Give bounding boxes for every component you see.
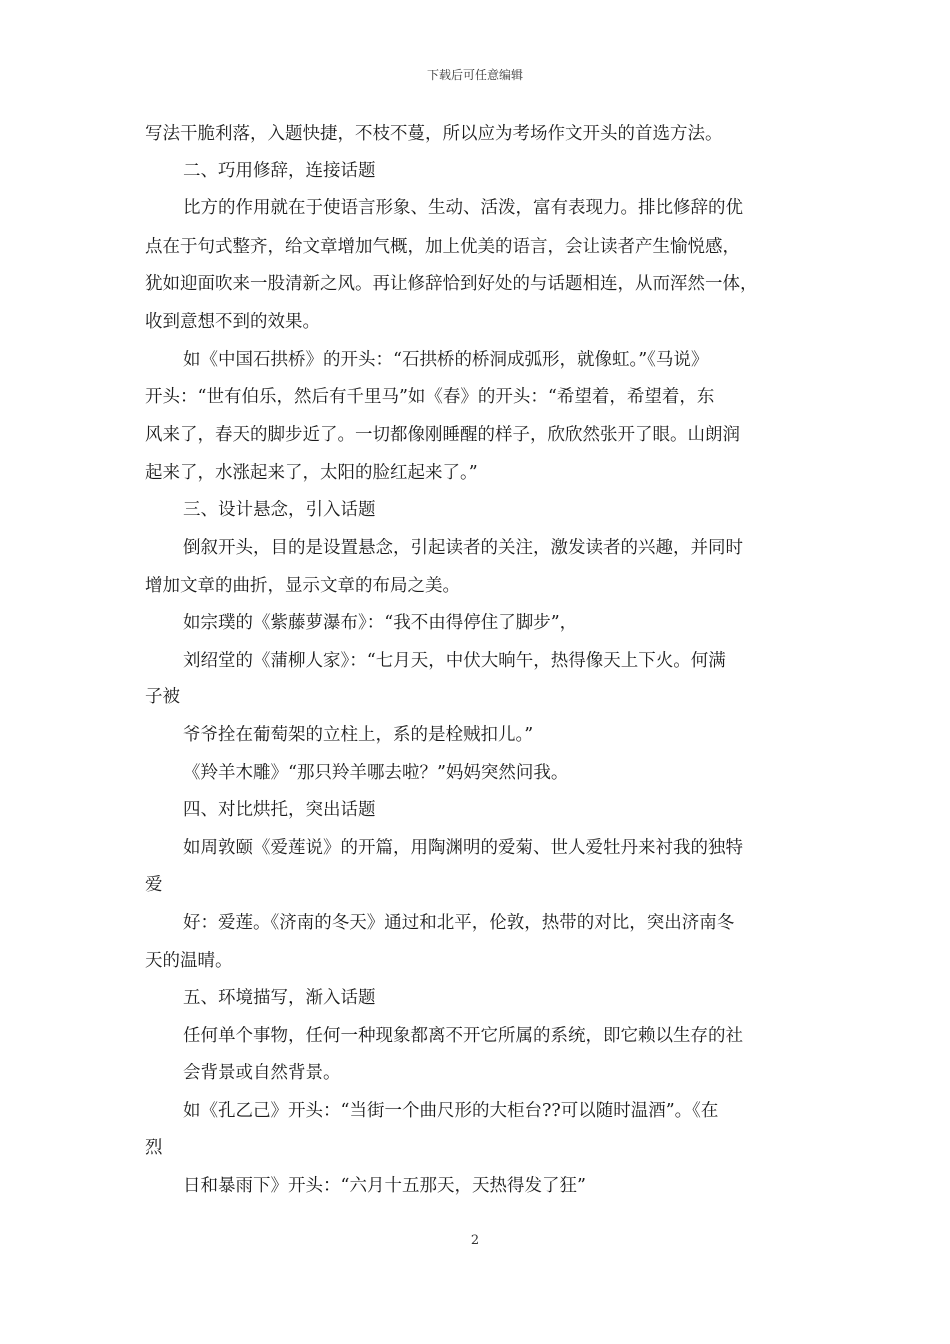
text-line: 好：爱莲。《济南的冬天》通过和北平，伦敦，热带的对比，突出济南冬 — [183, 913, 735, 933]
text-line: 点在于句式整齐，给文章增加气概，加上优美的语言，会让读者产生愉悦感， — [145, 237, 740, 257]
text-line: 五、环境描写，渐入话题 — [183, 988, 376, 1008]
text-line: 刘绍堂的《蒲柳人家》：“七月天，中伏大晌午，热得像天上下火。何满 — [183, 651, 726, 671]
text-line: 二、巧用修辞，连接话题 — [183, 161, 376, 181]
text-line: 爷爷拴在葡萄架的立柱上，系的是栓贼扣儿。” — [183, 725, 534, 745]
text-line: 日和暴雨下》开头：“六月十五那天，天热得发了狂” — [183, 1176, 586, 1196]
text-line: 天的温晴。 — [145, 951, 233, 971]
text-line: 开头：“世有伯乐，然后有千里马”如《春》的开头：“希望着，希望着，东 — [145, 387, 715, 407]
text-line: 犹如迎面吹来一股清新之风。再让修辞恰到好处的与话题相连，从而浑然一体， — [145, 274, 758, 294]
text-line: 四、对比烘托，突出话题 — [183, 800, 376, 820]
text-line: 收到意想不到的效果。 — [145, 312, 320, 332]
text-line: 风来了，春天的脚步近了。一切都像刚睡醒的样子，欣欣然张开了眼。山朗润 — [145, 425, 740, 445]
text-line: 如《孔乙己》开头：“当街一个曲尺形的大柜台??可以随时温酒”。《在 — [183, 1101, 719, 1121]
text-line: 烈 — [145, 1138, 163, 1158]
page-number: 2 — [470, 1233, 480, 1248]
text-line: 增加文章的曲折，显示文章的布局之美。 — [145, 576, 460, 596]
text-line: 会背景或自然背景。 — [183, 1063, 341, 1083]
text-line: 写法干脆利落，入题快捷，不枝不蔓，所以应为考场作文开头的首选方法。 — [145, 124, 723, 144]
text-line: 《羚羊木雕》“那只羚羊哪去啦？”妈妈突然问我。 — [183, 763, 569, 783]
text-line: 比方的作用就在于使语言形象、生动、活泼，富有表现力。排比修辞的优 — [183, 198, 743, 218]
text-line: 如周敦颐《爱莲说》的开篇，用陶渊明的爱菊、世人爱牡丹来衬我的独特 — [183, 838, 743, 858]
page-header: 下载后可任意编辑 — [426, 68, 523, 82]
text-line: 三、设计悬念，引入话题 — [183, 500, 376, 520]
text-line: 爱 — [145, 875, 163, 895]
text-line: 如《中国石拱桥》的开头：“石拱桥的桥洞成弧形，就像虹。”《马说》 — [183, 350, 709, 370]
text-line: 子被 — [145, 687, 180, 707]
text-line: 任何单个事物，任何一种现象都离不开它所属的系统，即它赖以生存的社 — [183, 1026, 743, 1046]
text-line: 倒叙开头，目的是设置悬念，引起读者的关注，激发读者的兴趣，并同时 — [183, 538, 743, 558]
text-line: 起来了，水涨起来了，太阳的脸红起来了。” — [145, 463, 478, 483]
text-line: 如宗璞的《紫藤萝瀑布》：“我不由得停住了脚步”， — [183, 613, 578, 633]
